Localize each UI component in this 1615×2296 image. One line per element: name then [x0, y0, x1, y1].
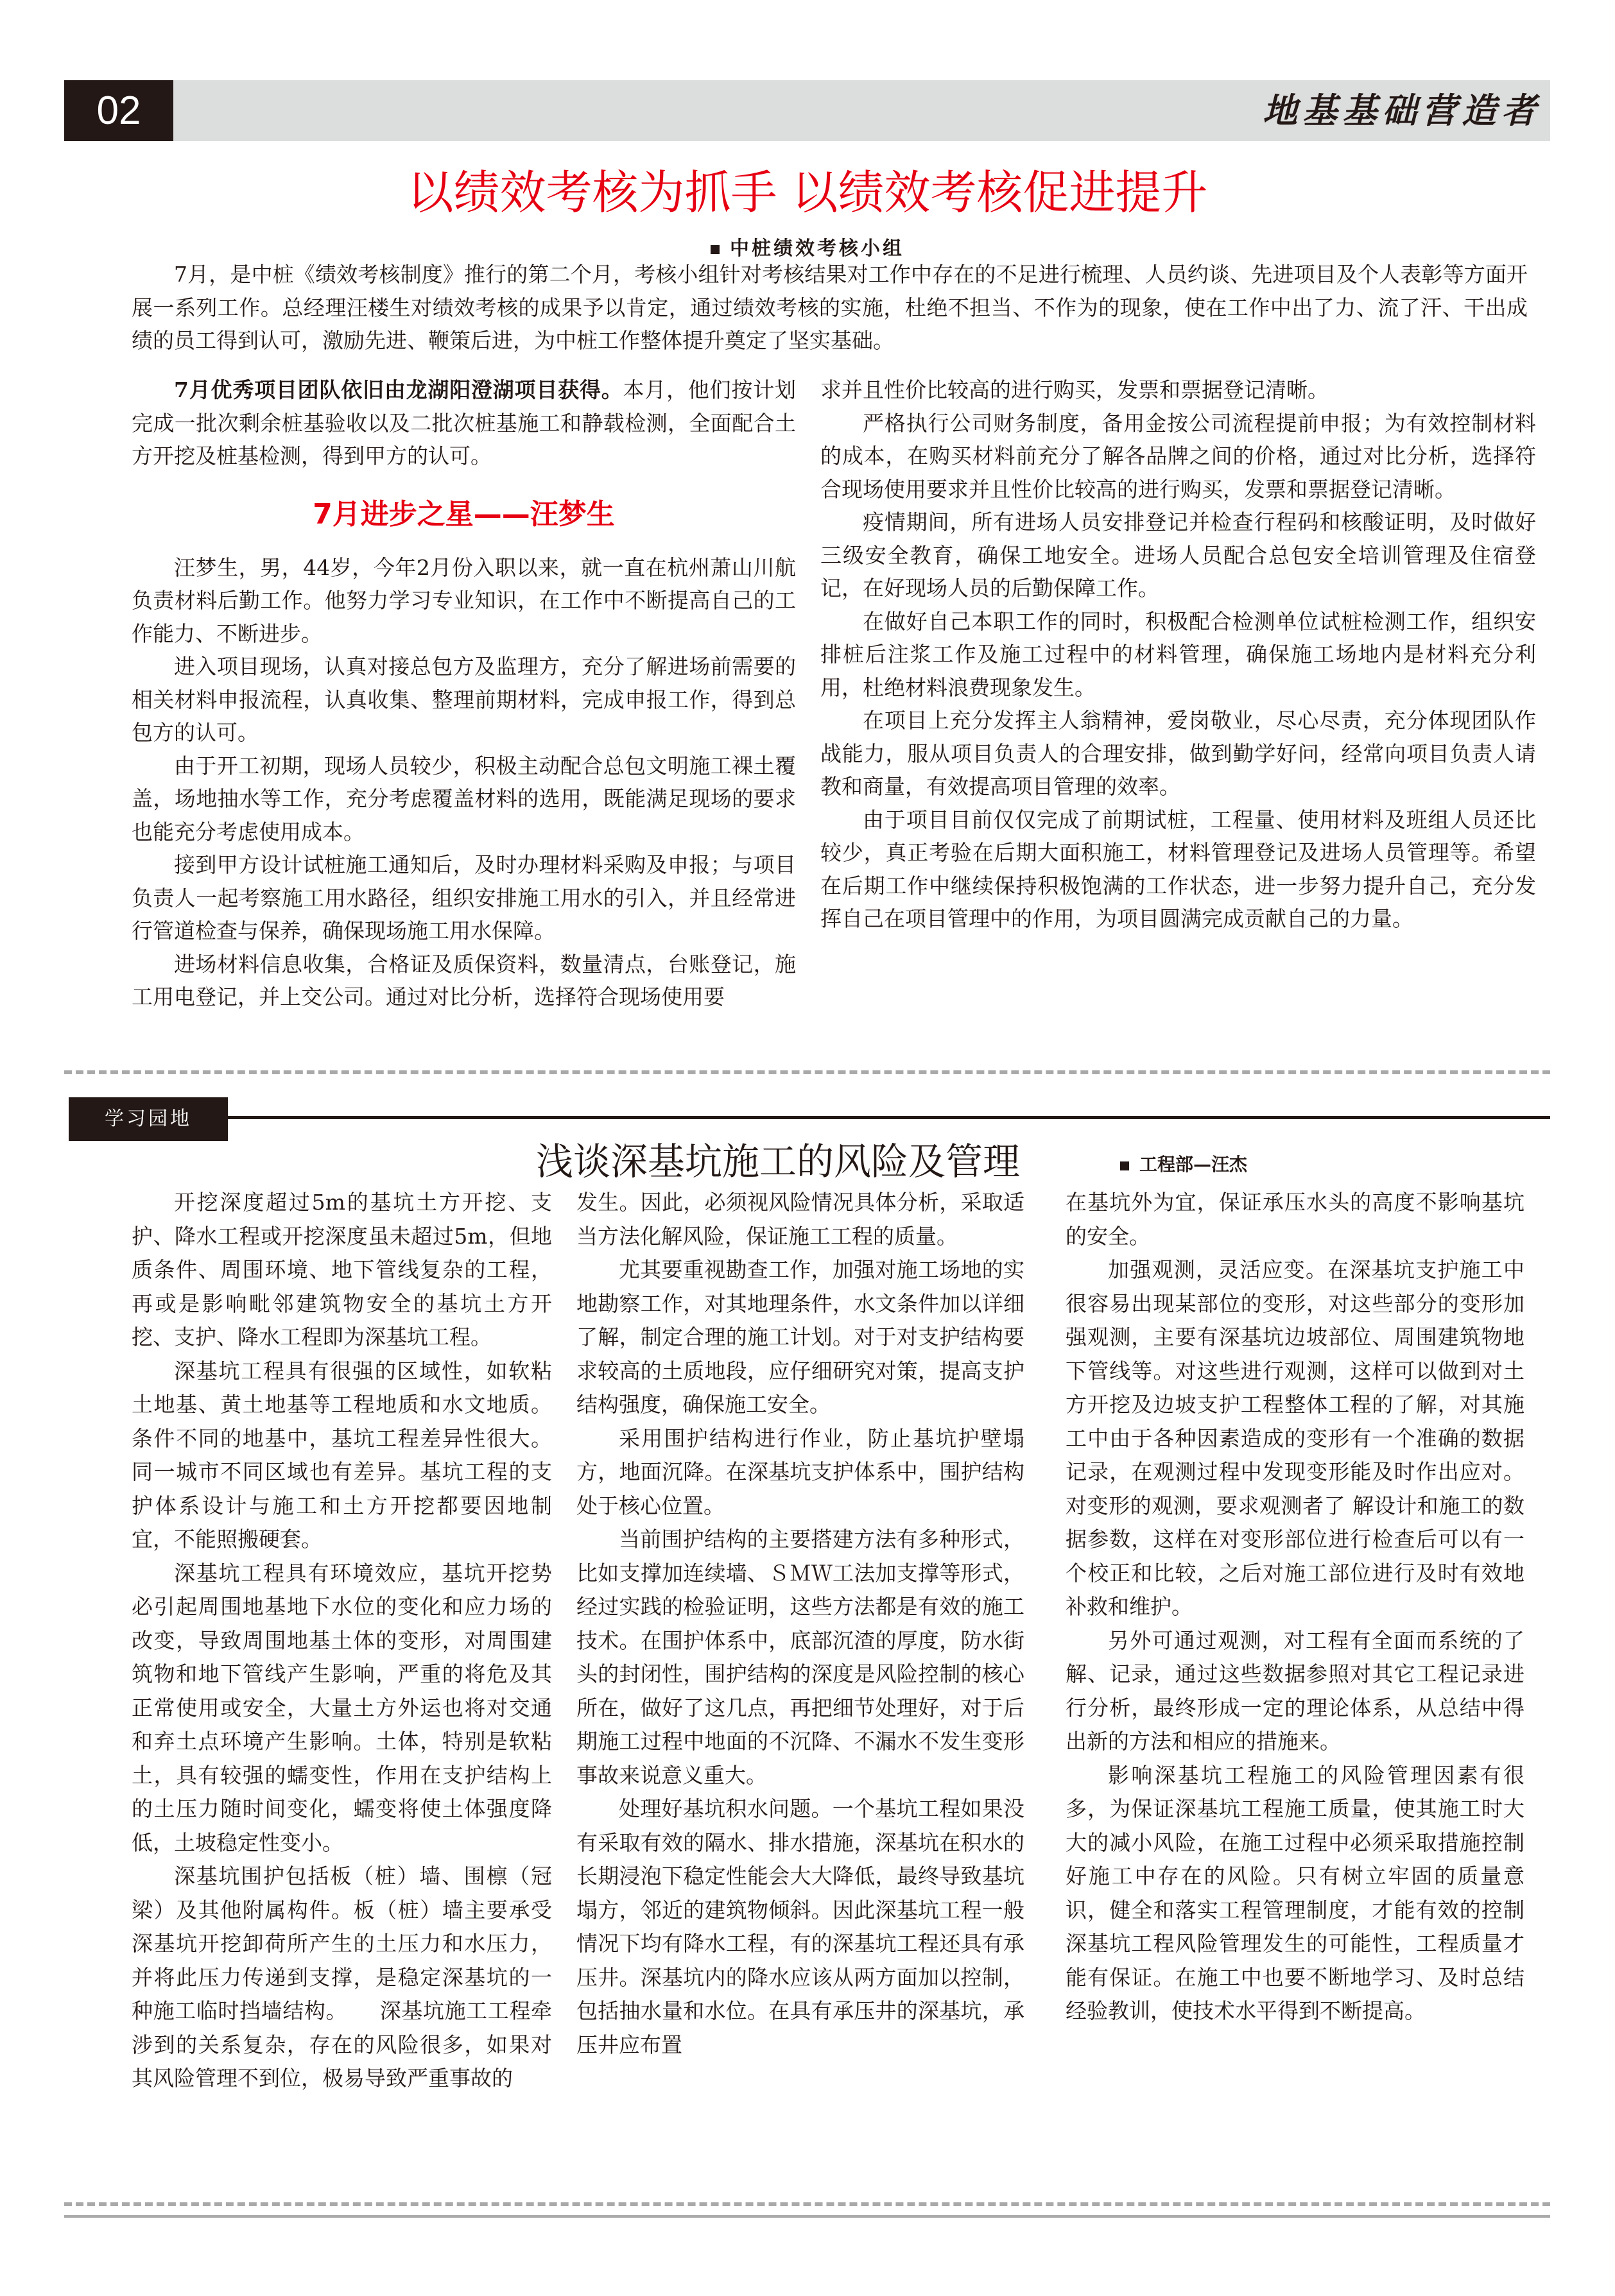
- article2-byline: [1120, 1145, 1247, 1184]
- article1-column-left: [132, 373, 796, 1014]
- paragraph: 深基坑围护包括板（桩）墙、围檩（冠梁）及其他附属构件。板（桩）墙主要承受深基坑开挖卸荷所产生的土压力和水压力，并将此压力传递到支撑，是稳定深基坑的一种施工临时挡墙结构。 深基坑施工工程牵涉到的关系复杂，存在的风险很多，如果对其风险管理不到位，极易导致严重事故的: [132, 1863, 552, 2091]
- paragraph: 尤其要重视勘查工作，加强对施工场地的实地勘察工作，对其地理条件，水文条件加以详细了解，制定合理的施工计划。对于对支护结构要求较高的土质地段，应仔细研究对策，提高支护结构强度，确保施工安全。: [576, 1257, 1024, 1417]
- paragraph: 疫情期间，所有进场人员安排登记并检查行程码和核酸证明，及时做好三级安全教育，确保工地安全。进场人员配合总包安全培训管理及住宿登记，在好现场人员的后勤保障工作。: [820, 510, 1536, 601]
- team-award-lead: 7月优秀项目团队依旧由龙湖阳澄湖项目获得。: [174, 377, 623, 402]
- section-tag: 学习园地: [69, 1097, 228, 1141]
- paragraph: 采用围护结构进行作业，防止基坑护壁塌方，地面沉降。在深基坑支护体系中，围护结构处于核心位置。: [576, 1425, 1024, 1518]
- article1-title: 以绩效考核为抓手 以绩效考核促进提升: [407, 166, 1208, 219]
- section-rule: [228, 1116, 1550, 1119]
- paragraph: 深基坑工程具有很强的区域性，如软粘土地基、黄土地基等工程地质和水文地质。条件不同的地基中，基坑工程差异性很大。同一城市不同区域也有差异。基坑工程的支护体系设计与施工和土方开挖都要因地制宜，不能照搬硬套。: [132, 1358, 552, 1552]
- paragraph: 由于开工初期，现场人员较少，积极主动配合总包文明施工裸土覆盖，场地抽水等工作，充分考虑覆盖材料的选用，既能满足现场的要求也能充分考虑使用成本。: [132, 753, 796, 844]
- paragraph: 汪梦生，男，44岁，今年2月份入职以来，就一直在杭州萧山川航负责材料后勤工作。他努力学习专业知识，在工作中不断提高自己的工作能力、不断进步。: [132, 554, 796, 646]
- square-bullet-icon: [711, 245, 720, 254]
- paragraph-continued: 求并且性价比较高的进行购买，发票和票据登记清晰。: [820, 377, 1329, 402]
- article2-column-3: [1066, 1186, 1524, 2028]
- bottom-rule: [64, 2215, 1550, 2218]
- paragraph: 加强观测，灵活应变。在深基坑支护施工中很容易出现某部位的变形，对这些部分的变形加强观测，主要有深基坑边坡部位、周围建筑物地下管线等。对这些进行观测，这样可以做到对土方开挖及边坡支护工程整体工程的了解，对其施工中由于各种因素造成的变形有一个准确的数据记录，在观测过程中发现变形能及时作出应对。对变形的观测，要求观测者了 解设计和施工的数据参数，这样在对变形部位进行检查后可以有一个校正和比较，之后对施工部位进行及时有效地补救和维护。: [1066, 1257, 1524, 1619]
- star-heading: 7月进步之星——汪梦生: [313, 497, 615, 531]
- article1-author: 中桩绩效考核小组: [730, 237, 904, 260]
- masthead-logo: 地基基础营造者: [1263, 90, 1541, 131]
- paragraph: 接到甲方设计试桩施工通知后，及时办理材料采购及申报；与项目负责人一起考察施工用水路径，组织安排施工用水的引入，并且经常进行管道检查与保养，确保现场施工用水保障。: [132, 852, 796, 943]
- paragraph: 在项目上充分发挥主人翁精神，爱岗敬业，尽心尽责，充分体现团队作战能力，服从项目负责人的合理安排，做到勤学好问，经常向项目负责人请教和商量，有效提高项目管理的效率。: [820, 708, 1536, 799]
- paragraph: 处理好基坑积水问题。一个基坑工程如果没有采取有效的隔水、排水措施，深基坑在积水的长期浸泡下稳定性能会大大降低，最终导致基坑塌方，邻近的建筑物倾斜。因此深基坑工程一般情况下均有降水工程，有的深基坑工程还具有承压井。深基坑内的降水应该从两方面加以控制，包括抽水量和水位。在具有承压井的深基坑，承压井应布置: [576, 1796, 1024, 2057]
- article2-author: 工程部—汪杰: [1139, 1154, 1248, 1175]
- paragraph-continued: 发生。因此，必须视风险情况具体分析，采取适当方法化解风险，保证施工工程的质量。: [576, 1190, 1024, 1249]
- square-bullet-icon: [1120, 1161, 1129, 1170]
- paragraph: 开挖深度超过5m的基坑土方开挖、支护、降水工程或开挖深度虽未超过5m，但地质条件、周围环境、地下管线复杂的工程，再或是影响毗邻建筑物安全的基坑土方开挖、支护、降水工程即为深基坑工程。: [132, 1190, 552, 1349]
- paragraph: 进入项目现场，认真对接总包方及监理方，充分了解进场前需要的相关材料申报流程，认真收集、整理前期材料，完成申报工作，得到总包方的认可。: [132, 654, 796, 745]
- paragraph: 进场材料信息收集，合格证及质保资料，数量清点，台账登记，施工用电登记，并上交公司。通过对比分析，选择符合现场使用要: [132, 951, 796, 1009]
- team-award-paragraph: [132, 373, 796, 473]
- article1-intro: 7月，是中桩《绩效考核制度》推行的第二个月，考核小组针对考核结果对工作中存在的不足进行梳理、人员约谈、先进项目及个人表彰等方面开展一系列工作。总经理汪楼生对绩效考核的成果予以肯定，通过绩效考核的实施，杜绝不担当、不作为的现象，使在工作中出了力、流了汗、干出成绩的员工得到认可，激励先进、鞭策后进，为中桩工作整体提升奠定了坚实基础。: [132, 262, 1528, 353]
- paragraph: 影响深基坑工程施工的风险管理因素有很多，为保证深基坑工程施工质量，使其施工时大大的减小风险，在施工过程中必须采取措施控制好施工中存在的风险。只有树立牢固的质量意识，健全和落实工程管理制度，才能有效的控制深基坑工程风险管理发生的可能性，工程质量才能有保证。在施工中也要不断地学习、及时总结经验教训，使技术水平得到不断提高。: [1066, 1762, 1524, 2023]
- paragraph: 严格执行公司财务制度，备用金按公司流程提前申报；为有效控制材料的成本，在购买材料前充分了解各品牌之间的价格，通过对比分析，选择符合现场使用要求并且性价比较高的进行购买，发票和票据登记清晰。: [820, 410, 1536, 502]
- article2-column-1: [132, 1186, 552, 2096]
- article1-column-right: [820, 373, 1536, 936]
- paragraph-continued: 在基坑外为宜，保证承压水头的高度不影响基坑的安全。: [1066, 1190, 1524, 1249]
- paragraph: 由于项目目前仅仅完成了前期试桩，工程量、使用材料及班组人员还比较少，真正考验在后期大面积施工，材料管理登记及进场人员管理等。希望在后期工作中继续保持积极饱满的工作状态，进一步努力提升自己，充分发挥自己在项目管理中的作用，为项目圆满完成贡献自己的力量。: [820, 807, 1536, 931]
- dashed-divider: [64, 1070, 1550, 1074]
- article1-byline: [0, 232, 1615, 261]
- paragraph: 在做好自己本职工作的同时，积极配合检测单位试桩检测工作，组织安排桩后注浆工作及施工过程中的材料管理，确保施工场地内是材料充分利用，杜绝材料浪费现象发生。: [820, 608, 1536, 700]
- article2-column-2: [576, 1186, 1024, 2062]
- article2-title: 浅谈深基坑施工的风险及管理: [536, 1140, 1021, 1183]
- paragraph: 深基坑工程具有环境效应，基坑开挖势必引起周围地基地下水位的变化和应力场的改变，导致周围地基土体的变形，对周围建筑物和地下管线产生影响，严重的将危及其正常使用或安全，大量土方外运也将对交通和弃土点环境产生影响。土体，特别是软粘土，具有较强的蠕变性，作用在支护结构上的土压力随时间变化，蠕变将使土体强度降低，土坡稳定性变小。: [132, 1560, 552, 1855]
- team-award-text: 本月，他们按计划完成一批次剩余桩基验收以及二批次桩基施工和静载检测，全面配合土方开挖及桩基检测，得到甲方的认可。: [132, 377, 797, 468]
- paragraph: 另外可通过观测，对工程有全面而系统的了解、记录，通过这些数据参照对其它工程记录进行分析，最终形成一定的理论体系，从总结中得出新的方法和相应的措施来。: [1066, 1627, 1524, 1754]
- page-number: 02: [64, 80, 173, 141]
- paragraph: 当前围护结构的主要搭建方法有多种形式，比如支撑加连续墙、ＳＭＷ工法加支撑等形式，经过实践的检验证明，这些方法都是有效的施工技术。在围护体系中，底部沉渣的厚度，防水街头的封闭性，围护结构的深度是风险控制的核心所在，做好了这几点，再把细节处理好，对于后期施工过程中地面的不沉降、不漏水不发生变形事故来说意义重大。: [576, 1527, 1024, 1788]
- dashed-divider: [64, 2202, 1550, 2206]
